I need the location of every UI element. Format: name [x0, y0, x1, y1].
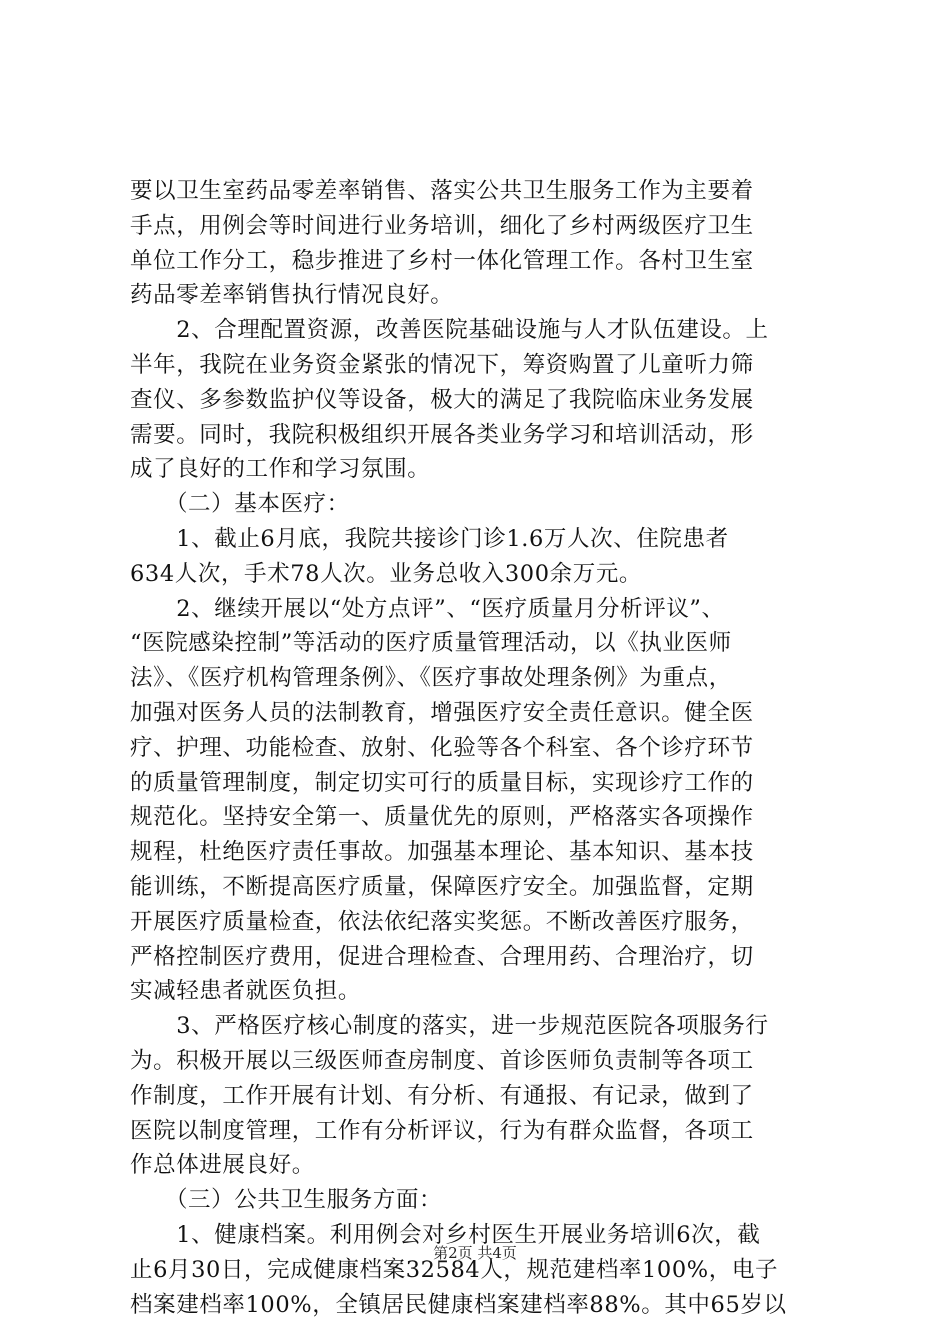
text-line: 需要。同时，我院积极组织开展各类业务学习和培训活动，形 [130, 421, 754, 448]
text-line: 2、继续开展以“处方点评”、“医疗质量月分析评议”、 [130, 595, 725, 622]
text-line: 1、截止6月底，我院共接诊门诊1.6万人次、住院患者 [130, 526, 729, 552]
text-line: 开展医疗质量检查，依法依纪落实奖惩。不断改善医疗服务， [130, 908, 754, 935]
text-line: 2、合理配置资源，改善医院基础设施与人才队伍建设。上 [130, 317, 769, 344]
text-line: “医院感染控制”等活动的医疗质量管理活动，以《执业医师 [130, 630, 732, 657]
text-line: 实减轻患者就医负担。 [130, 978, 362, 1005]
text-line: 作总体进展良好。 [130, 1152, 315, 1179]
text-line: 1、健康档案。利用例会对乡村医生开展业务培训6次，截 [130, 1222, 761, 1248]
text-line: 规范化。坚持安全第一、质量优先的原则，严格落实各项操作 [130, 804, 754, 831]
text-line: 成了良好的工作和学习氛围。 [130, 456, 431, 483]
text-line: 查仪、多参数监护仪等设备，极大的满足了我院临床业务发展 [130, 386, 754, 413]
text-line: 的质量管理制度，制定切实可行的质量目标，实现诊疗工作的 [130, 769, 754, 796]
text-line: 半年，我院在业务资金紧张的情况下，筹资购置了儿童听力筛 [130, 352, 754, 378]
text-line: 3、严格医疗核心制度的落实，进一步规范医院各项服务行 [130, 1013, 769, 1040]
text-line: 医院以制度管理，工作有分析评议，行为有群众监督，各项工 [130, 1117, 754, 1144]
text-line: （三）公共卫生服务方面： [130, 1187, 443, 1214]
text-line: （二）基本医疗： [130, 491, 350, 518]
text-line: 作制度，工作开展有计划、有分析、有通报、有记录，做到了 [130, 1082, 754, 1109]
text-line: 要以卫生室药品零差率销售、落实公共卫生服务工作为主要着 [130, 178, 754, 204]
text-line: 为。积极开展以三级医师查房制度、首诊医师负责制等各项工 [130, 1048, 754, 1074]
text-line: 档案建档率100%，全镇居民健康档案建档率88%。其中65岁以 [130, 1291, 787, 1318]
text-line: 加强对医务人员的法制教育，增强医疗安全责任意识。健全医 [130, 700, 754, 726]
text-line: 能训练，不断提高医疗质量，保障医疗安全。加强监督，定期 [130, 874, 754, 900]
text-line: 止6月30日，完成健康档案32584人，规范建档率100%，电子 [130, 1256, 779, 1283]
text-line: 法》、《医疗机构管理条例》、《医疗事故处理条例》为重点， [130, 665, 732, 692]
text-line: 疗、护理、功能检查、放射、化验等各个科室、各个诊疗环节 [130, 734, 754, 761]
text-line: 单位工作分工，稳步推进了乡村一体化管理工作。各村卫生室 [130, 247, 754, 274]
text-line: 手点，用例会等时间进行业务培训，细化了乡村两级医疗卫生 [130, 212, 754, 239]
text-line: 严格控制医疗费用，促进合理检查、合理用药、合理治疗，切 [130, 943, 754, 970]
page-footer: 第2页 共4页 [433, 1244, 517, 1262]
text-line: 药品零差率销售执行情况良好。 [130, 282, 454, 309]
text-line: 规程，杜绝医疗责任事故。加强基本理论、基本知识、基本技 [130, 839, 754, 866]
text-line: 634人次，手术78人次。业务总收入300余万元。 [130, 560, 643, 587]
